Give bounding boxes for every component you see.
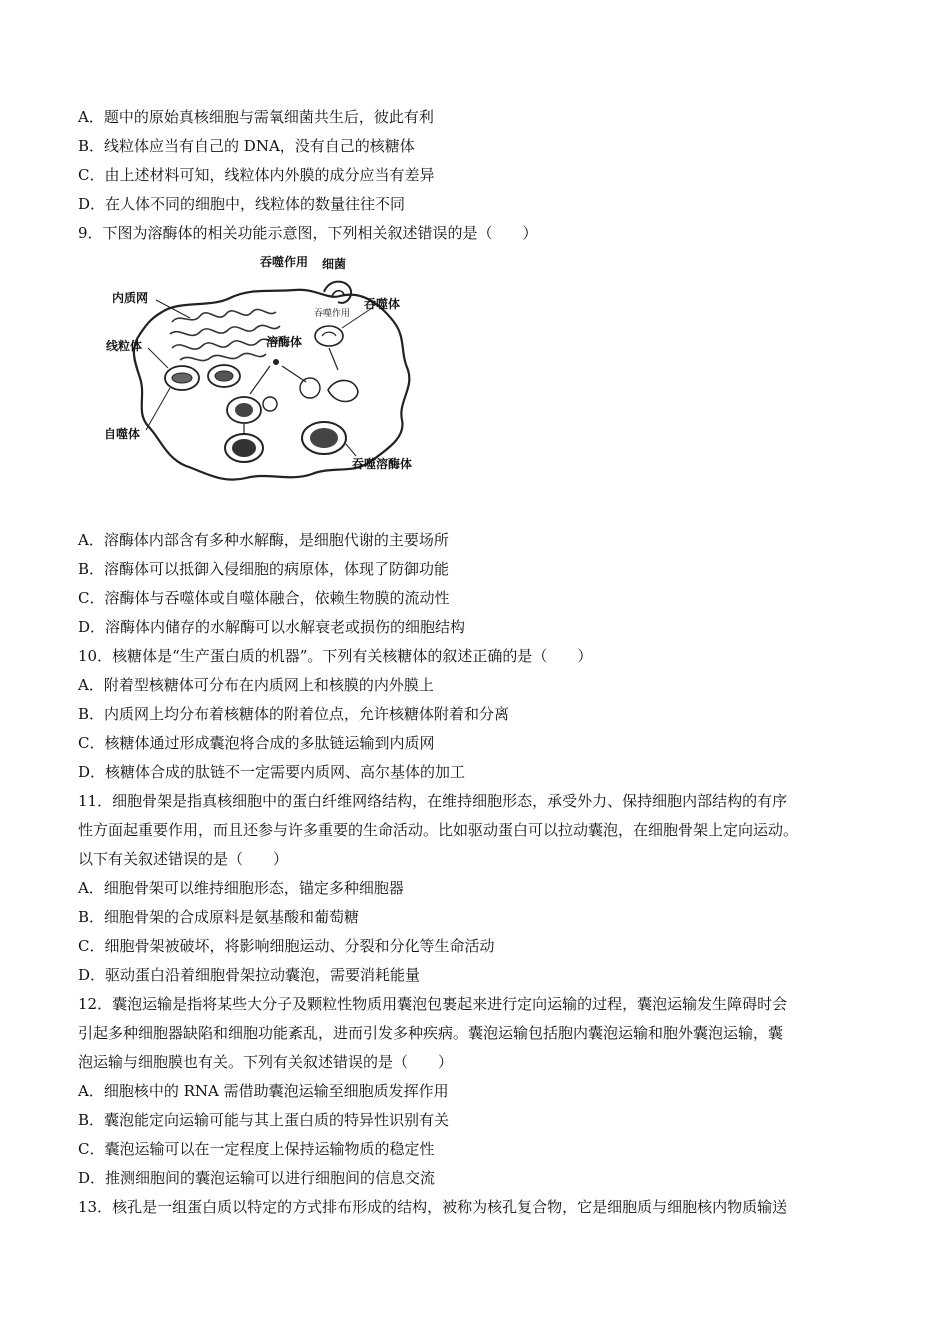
label-phagolysosome: 吞噬溶酶体	[352, 457, 413, 471]
q9-stem: 9．下图为溶酶体的相关功能示意图，下列相关叙述错误的是（ ）	[78, 224, 538, 242]
q12-option-a: A．细胞核中的 RNA 需借助囊泡运输至细胞质发挥作用	[78, 1082, 449, 1100]
q12-option-c: C．囊泡运输可以在一定程度上保持运输物质的稳定性	[78, 1140, 435, 1158]
label-phagosome: 吞噬体	[364, 297, 401, 311]
q9-option-b: B．溶酶体可以抵御入侵细胞的病原体，体现了防御功能	[78, 560, 450, 578]
label-lysosome: 溶酶体	[266, 335, 303, 349]
lysosome-shape	[273, 359, 279, 365]
q13-stem-line1: 13．核孔是一组蛋白质以特定的方式排布形成的结构，被称为核孔复合物，它是细胞质与细胞核内物质输送	[78, 1198, 788, 1216]
q8-option-d: D．在人体不同的细胞中，线粒体的数量往往不同	[78, 195, 406, 213]
label-phagocytosis: 吞噬作用	[260, 255, 309, 269]
q12-stem-line2: 引起多种细胞器缺陷和细胞功能紊乱，进而引发多种疾病。囊泡运输包括胞内囊泡运输和胞外囊泡运输，囊	[78, 1024, 784, 1042]
q8-option-b: B．线粒体应当有自己的 DNA，没有自己的核糖体	[78, 137, 415, 155]
cell-membrane	[134, 290, 409, 480]
q8-option-a: A．题中的原始真核细胞与需氧细菌共生后，彼此有利	[78, 108, 434, 126]
label-autophagosome: 自噬体	[104, 427, 141, 441]
q8-option-c: C．由上述材料可知，线粒体内外膜的成分应当有差异	[78, 166, 435, 184]
q12-option-b: B．囊泡能定向运输可能与其上蛋白质的特异性识别有关	[78, 1111, 450, 1129]
label-bacteria: 细菌	[322, 257, 347, 271]
bacteria-shape	[324, 282, 351, 303]
q10-option-c: C．核糖体通过形成囊泡将合成的多肽链运输到内质网	[78, 734, 435, 752]
fusion-vesicle	[328, 380, 358, 401]
label-mitochondria: 线粒体	[106, 339, 143, 353]
q12-stem-line3: 泡运输与细胞膜也有关。下列有关叙述错误的是（ ）	[78, 1053, 454, 1071]
q10-option-a: A．附着型核糖体可分布在内质网上和核膜的内外膜上	[78, 676, 434, 694]
q9-option-a: A．溶酶体内部含有多种水解酶，是细胞代谢的主要场所	[78, 531, 449, 549]
q12-stem-line1: 12．囊泡运输是指将某些大分子及颗粒性物质用囊泡包裹起来进行定向运输的过程，囊泡运输发生障碍时会	[78, 995, 788, 1013]
er-structure	[170, 309, 280, 360]
q11-stem-line2: 性方面起重要作用，而且还参与许多重要的生命活动。比如驱动蛋白可以拉动囊泡，在细胞骨架上定向运动。	[78, 821, 799, 839]
q11-option-a: A．细胞骨架可以维持细胞形态，锚定多种细胞器	[78, 879, 404, 897]
phagosome-shape	[315, 326, 343, 346]
q11-stem-line1: 11．细胞骨架是指真核细胞中的蛋白纤维网络结构，在维持细胞形态，承受外力、保持细胞内部结构的有序	[78, 792, 788, 810]
q10-option-d: D．核糖体合成的肽链不一定需要内质网、高尔基体的加工	[78, 763, 466, 781]
q9-option-c: C．溶酶体与吞噬体或自噬体融合，依赖生物膜的流动性	[78, 589, 450, 607]
q9-option-d: D．溶酶体内储存的水解酶可以水解衰老或损伤的细胞结构	[78, 618, 466, 636]
q11-stem-line3: 以下有关叙述错误的是（ ）	[78, 850, 289, 868]
label-phagocytosis-small: 吞噬作用	[314, 309, 351, 319]
lysosome-diagram	[100, 252, 440, 490]
q10-stem: 10．核糖体是“生产蛋白质的机器”。下列有关核糖体的叙述正确的是（ ）	[78, 647, 593, 665]
label-er: 内质网	[112, 291, 149, 305]
q12-option-d: D．推测细胞间的囊泡运输可以进行细胞间的信息交流	[78, 1169, 436, 1187]
q10-option-b: B．内质网上均分布着核糖体的附着位点，允许核糖体附着和分离	[78, 705, 510, 723]
q11-option-d: D．驱动蛋白沿着细胞骨架拉动囊泡，需要消耗能量	[78, 966, 421, 984]
q11-option-c: C．细胞骨架被破坏，将影响细胞运动、分裂和分化等生命活动	[78, 937, 495, 955]
q11-option-b: B．细胞骨架的合成原料是氨基酸和葡萄糖	[78, 908, 360, 926]
